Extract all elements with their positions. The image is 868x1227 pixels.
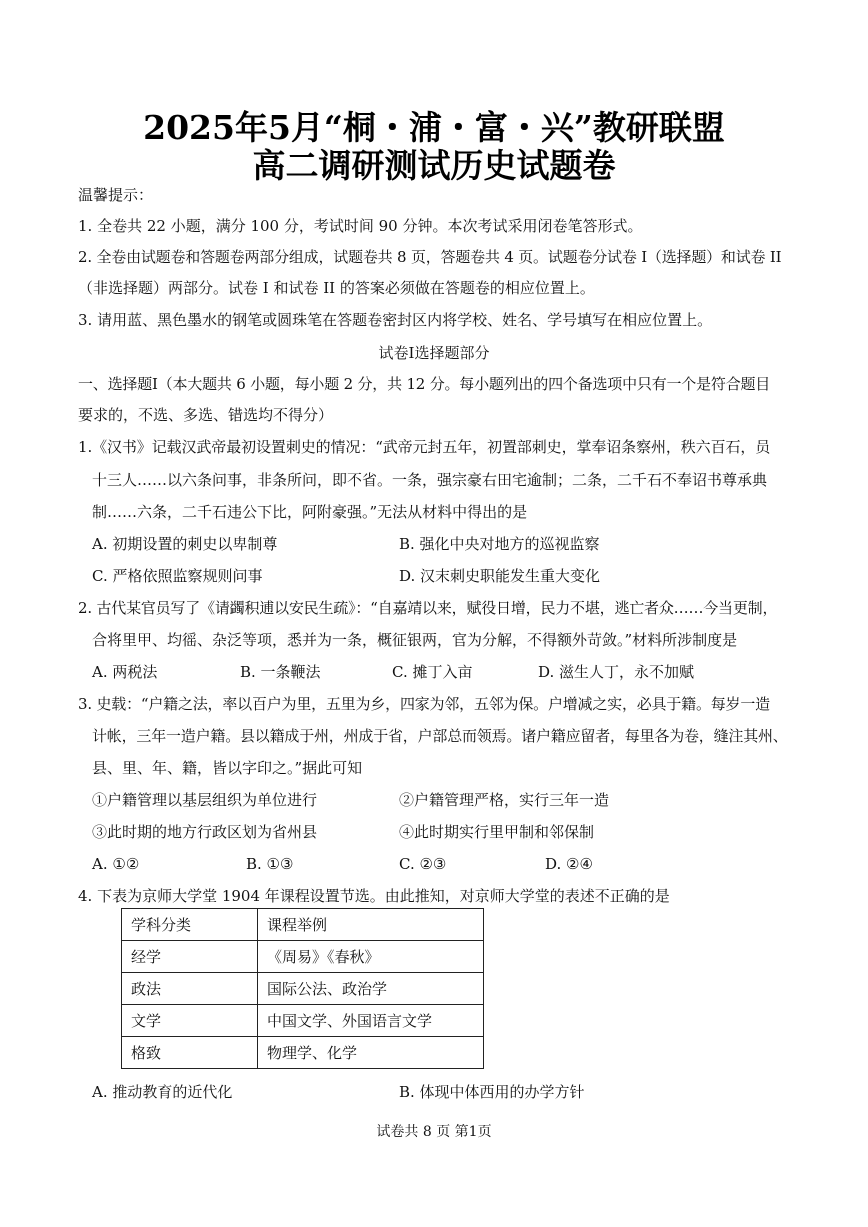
course-table — [121, 908, 484, 1069]
table-row — [122, 973, 484, 1005]
q1-option-d: D. 汉末刺史职能发生重大变化 — [399, 567, 601, 585]
table-cell: 国际公法、政治学 — [258, 973, 484, 1005]
table-row — [122, 1037, 484, 1069]
section-title: 试卷Ⅰ选择题部分 — [378, 344, 490, 362]
q3-statement-2: ②户籍管理严格，实行三年一造 — [399, 791, 610, 809]
q3-option-b: B. ①③ — [246, 855, 294, 873]
notice-item-3: 3. 请用蓝、黑色墨水的钢笔或圆珠笔在答题卷密封区内将学校、姓名、学号填写在相应位置上。 — [78, 311, 713, 329]
q4-option-a: A. 推动教育的近代化 — [92, 1083, 233, 1101]
notice-item-2-line2: （非选择题）两部分。试卷 I 和试卷 II 的答案必须做在答题卷的相应位置上。 — [78, 279, 595, 297]
table-header-cell: 课程举例 — [258, 909, 484, 941]
q3-statement-4: ④此时期实行里甲制和邻保制 — [399, 823, 595, 841]
q1-stem-line3: 制……六条，二千石违公下比，阿附豪强。”无法从材料中得出的是 — [92, 503, 528, 521]
section-intro-line1: 一、选择题Ⅰ（本大题共 6 小题，每小题 2 分，共 12 分。每小题列出的四个备选项中只有一个是符合题目 — [78, 375, 771, 393]
q4-option-b: B. 体现中体西用的办学方针 — [399, 1083, 585, 1101]
exam-title-line2: 高二调研测试历史试题卷 — [252, 146, 616, 185]
table-cell: 经学 — [122, 941, 258, 973]
q2-stem-line2: 合将里甲、均徭、杂泛等项，悉并为一条，概征银两，官为分解，不得额外苛敛。”材料所涉制度是 — [92, 631, 738, 649]
table-header-cell: 学科分类 — [122, 909, 258, 941]
exam-title-line1: 2025年5月“桐・浦・富・兴”教研联盟 — [143, 108, 725, 147]
table-row — [122, 941, 484, 973]
q3-stem-line2: 计帐，三年一造户籍。县以籍成于州，州成于省，户部总而领焉。诸户籍应留者，每里各为卷，缝注其州、 — [92, 727, 788, 745]
q3-stem-line3: 县、里、年、籍，皆以字印之。”据此可知 — [92, 759, 363, 777]
table-cell: 政法 — [122, 973, 258, 1005]
table-row — [122, 1005, 484, 1037]
table-cell: 物理学、化学 — [258, 1037, 484, 1069]
q2-option-b: B. 一条鞭法 — [240, 663, 321, 681]
q3-stem-line1: 3. 史载：“户籍之法，率以百户为里，五里为乡，四家为邻，五邻为保。户增减之实，必具于籍。每岁一造 — [78, 695, 770, 713]
q1-option-b: B. 强化中央对地方的巡视监察 — [399, 535, 600, 553]
q2-stem-line1: 2. 古代某官员写了《请蠲积逋以安民生疏》：“自嘉靖以来，赋役日增，民力不堪，逃亡者众……今当更制， — [78, 599, 778, 617]
notice-item-2-line1: 2. 全卷由试题卷和答题卷两部分组成，试题卷共 8 页，答题卷共 4 页。试题卷分试卷 I（选择题）和试卷 II — [78, 248, 782, 266]
notice-item-1: 1. 全卷共 22 小题，满分 100 分，考试时间 90 分钟。本次考试采用闭卷笔答形式。 — [78, 217, 643, 235]
q2-option-d: D. 滋生人丁，永不加赋 — [538, 663, 695, 681]
table-cell: 格致 — [122, 1037, 258, 1069]
q1-option-a: A. 初期设置的刺史以卑制尊 — [92, 535, 278, 553]
q2-option-a: A. 两税法 — [92, 663, 158, 681]
table-cell: 中国文学、外国语言文学 — [258, 1005, 484, 1037]
q3-option-d: D. ②④ — [545, 855, 593, 873]
q3-statement-1: ①户籍管理以基层组织为单位进行 — [92, 791, 318, 809]
q1-option-c: C. 严格依照监察规则问事 — [92, 567, 263, 585]
page-footer: 试卷共 8 页 第1页 — [376, 1124, 492, 1140]
q2-option-c: C. 摊丁入亩 — [392, 663, 473, 681]
table-header-row — [122, 909, 484, 941]
q1-stem-line2: 十三人……以六条问事，非条所问，即不省。一条，强宗豪右田宅逾制；二条，二千石不奉诏书尊承典 — [92, 471, 768, 489]
q3-option-a: A. ①② — [92, 855, 140, 873]
notice-heading: 温馨提示： — [78, 186, 154, 204]
q3-statement-3: ③此时期的地方行政区划为省州县 — [92, 823, 318, 841]
q3-option-c: C. ②③ — [399, 855, 447, 873]
table-cell: 《周易》《春秋》 — [258, 941, 484, 973]
q4-stem-line1: 4. 下表为京师大学堂 1904 年课程设置节选。由此推知，对京师大学堂的表述不正确的是 — [78, 887, 670, 905]
section-intro-line2: 要求的，不选、多选、错选均不得分） — [78, 406, 334, 424]
table-cell: 文学 — [122, 1005, 258, 1037]
q1-stem-line1: 1.《汉书》记载汉武帝最初设置刺史的情况：“武帝元封五年，初置部刺史，掌奉诏条察州，秩六百石，员 — [78, 438, 771, 456]
